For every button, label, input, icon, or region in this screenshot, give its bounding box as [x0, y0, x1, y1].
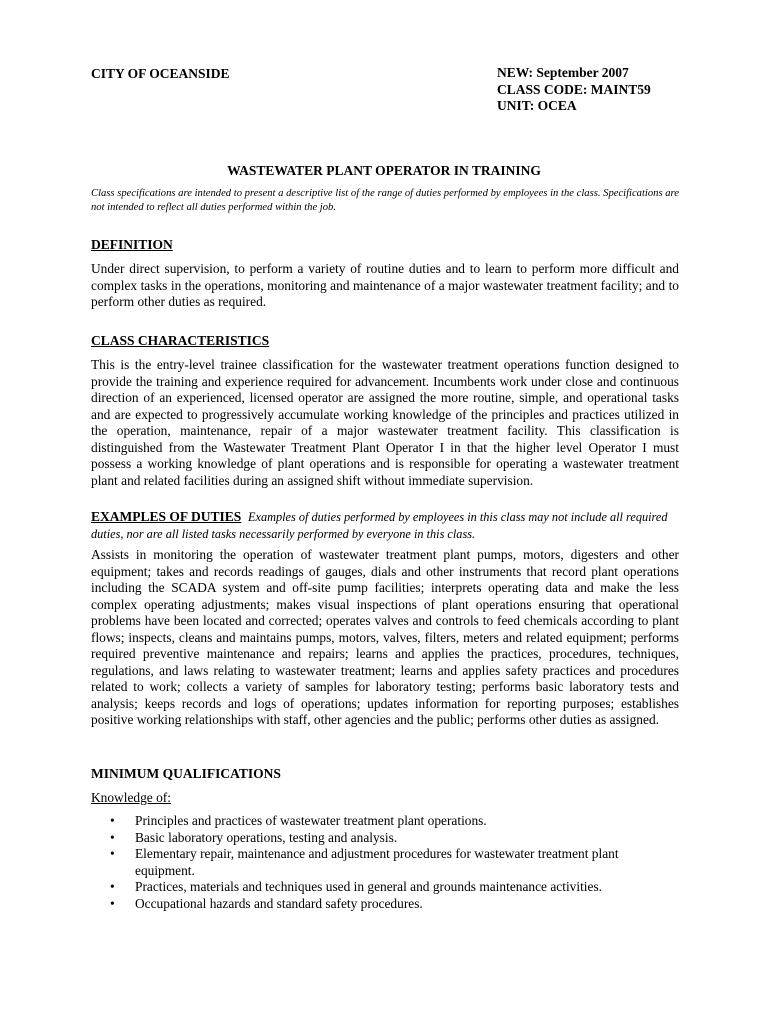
list-item — [91, 896, 679, 913]
definition-text: Under direct supervision, to perform a variety of routine duties and to learn to perform more difficult and complex tasks in the operations, monitoring and maintenance of a major wastewater treatment facility; and to perform other duties as required. — [91, 261, 679, 309]
examples-text: Assists in monitoring the operation of wastewater treatment plant pumps, motors, digesters and other equipment; takes and records readings of gauges, dials and other instruments that record plant operations including the SCADA system and off-site pump facilities; interprets operating data and make the less complex operating adjustments; makes visual inspections of plant operations ensuring that operational problems have been located and corrected; operates valves and controls to feed chemicals according to plant flows; inspects, cleans and maintains pumps, motors, valves, filters, meters and related equipment; performs required preventive maintenance and repairs; learns and applies the practices, procedures, techniques, regulations, and laws relating to wastewater treatment; learns and applies safety practices and procedures related to work; collects a variety of samples for laboratory testing; performs basic laboratory tests and analysis; keeps records and logs of operations; updates information for reporting purposes; establishes positive working relationships with staff, other agencies and the public; performs other duties as assigned. — [91, 547, 679, 727]
list-item-text: Elementary repair, maintenance and adjustment procedures for wastewater treatment plant equipment. — [135, 846, 619, 878]
org-name: CITY OF OCEANSIDE — [91, 66, 230, 81]
spec-note: Class specifications are intended to present a descriptive list of the range of duties performed by employees in the class. Specifications are not intended to reflect all duties performed within the job. — [91, 188, 679, 213]
list-item — [91, 879, 679, 896]
class-characteristics-text: This is the entry-level trainee classification for the wastewater treatment operations function designed to provide the training and experience required for advancement. Incumbents work under close and continuous direction of an experienced, licensed operator are assigned the more routine, simple, and operational tasks and are expected to progressively accumulate working knowledge of the principles and practices utilized in the operation, maintenance, repair of a major wastewater treatment facility. This classification is distinguished from the Wastewater Treatment Plant Operator I in that the higher level Operator I must possess a working knowledge of plant operations and is responsible for operating a wastewater treatment plant and related facilities during an assigned shift without immediate supervision. — [91, 357, 679, 488]
page-title: WASTEWATER PLANT OPERATOR IN TRAINING — [227, 163, 541, 178]
examples-heading: EXAMPLES OF DUTIES — [91, 509, 242, 524]
bullet-icon: • — [110, 895, 115, 911]
class-code: CLASS CODE: MAINT59 — [497, 81, 651, 97]
bullet-icon: • — [110, 829, 115, 845]
list-item — [91, 830, 679, 847]
list-item — [91, 813, 679, 830]
knowledge-label: Knowledge of: — [91, 790, 171, 805]
list-item — [91, 846, 679, 879]
unit: UNIT: OCEA — [497, 98, 577, 113]
new-date: NEW: September 2007 — [497, 65, 629, 80]
list-item-text: Occupational hazards and standard safety procedures. — [135, 895, 423, 911]
class-meta — [497, 65, 651, 115]
list-item-text: Practices, materials and techniques used in general and grounds maintenance activities. — [135, 879, 603, 894]
bullet-icon: • — [110, 813, 115, 828]
definition-heading: DEFINITION — [91, 237, 173, 252]
bullet-icon: • — [110, 879, 115, 894]
knowledge-list — [91, 813, 679, 912]
examples-subheading: Examples of duties performed by employees in this class may not include all required duties, nor are all listed tasks necessarily performed by everyone in this class. — [91, 510, 668, 541]
list-item-text: Basic laboratory operations, testing and analysis. — [135, 829, 398, 845]
bullet-icon: • — [110, 846, 115, 861]
class-characteristics-heading: CLASS CHARACTERISTICS — [91, 333, 270, 348]
list-item-text: Principles and practices of wastewater treatment plant operations. — [135, 813, 487, 828]
examples-header — [91, 509, 679, 542]
min-qual-heading: MINIMUM QUALIFICATIONS — [91, 766, 281, 781]
